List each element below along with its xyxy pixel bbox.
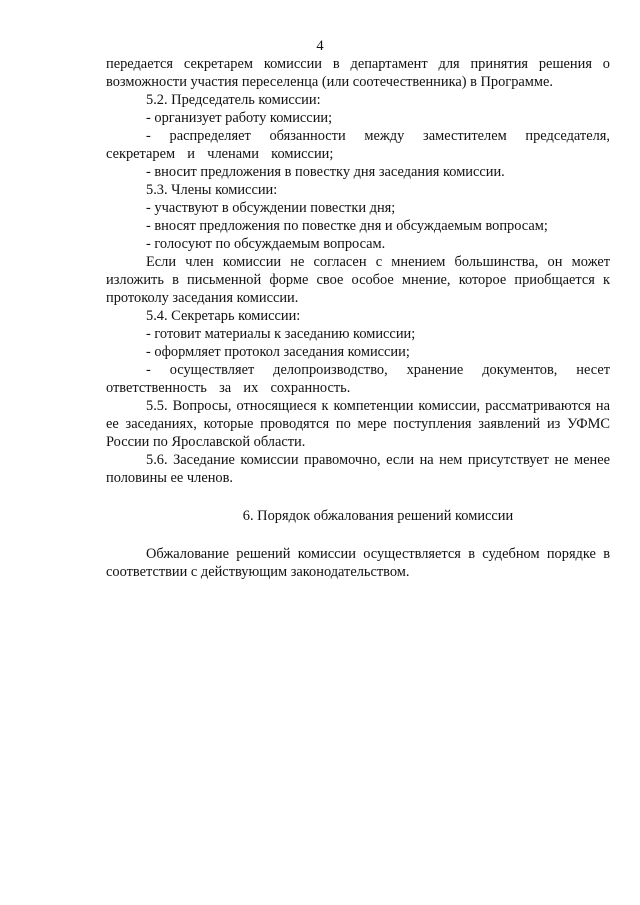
clause-5-3-title: 5.3. Члены комиссии: — [146, 182, 278, 198]
list-item: - распределяет обязанности между заместителем председателя, секретарем и членами комиссии; — [106, 128, 610, 162]
list-item: - голосуют по обсуждаемым вопросам. — [146, 236, 386, 252]
list-item: - осуществляет делопроизводство, хранение документов, несет ответственность за их сохранность. — [106, 362, 610, 396]
list-item: - участвуют в обсуждении повестки дня; — [146, 200, 396, 216]
section-heading: 6. Порядок обжалования решений комиссии — [242, 508, 514, 524]
list-item: - вносит предложения в повестку дня заседания комиссии. — [146, 164, 505, 180]
list-item: - оформляет протокол заседания комиссии; — [146, 344, 410, 360]
clause-5-2-title: 5.2. Председатель комиссии: — [146, 92, 321, 108]
list-item: - организует работу комиссии; — [146, 110, 333, 126]
list-item: - готовит материалы к заседанию комиссии; — [146, 326, 416, 342]
clause-5-5: 5.5. Вопросы, относящиеся к компетенции комиссии, рассматриваются на ее заседаниях, которые проводятся по мере поступления заявлений из УФМС России по Ярославской области. — [106, 398, 610, 450]
paragraph-dissent: Если член комиссии не согласен с мнением большинства, он может изложить в письменной форме свое особое мнение, которое приобщается к протоколу заседания комиссии. — [106, 254, 610, 306]
page-number: 4 — [316, 38, 324, 54]
paragraph-appeal: Обжалование решений комиссии осуществляется в судебном порядке в соответствии с действующим законодательством. — [106, 546, 610, 580]
clause-5-6: 5.6. Заседание комиссии правомочно, если на нем присутствует не менее половины ее членов. — [106, 452, 610, 486]
clause-5-4-title: 5.4. Секретарь комиссии: — [146, 308, 301, 324]
document-body — [106, 55, 610, 581]
list-item: - вносят предложения по повестке дня и обсуждаемым вопросам; — [146, 218, 548, 234]
paragraph-continuation: передается секретарем комиссии в департамент для принятия решения о возможности участия переселенца (или соотечественника) в Программе. — [106, 56, 610, 90]
